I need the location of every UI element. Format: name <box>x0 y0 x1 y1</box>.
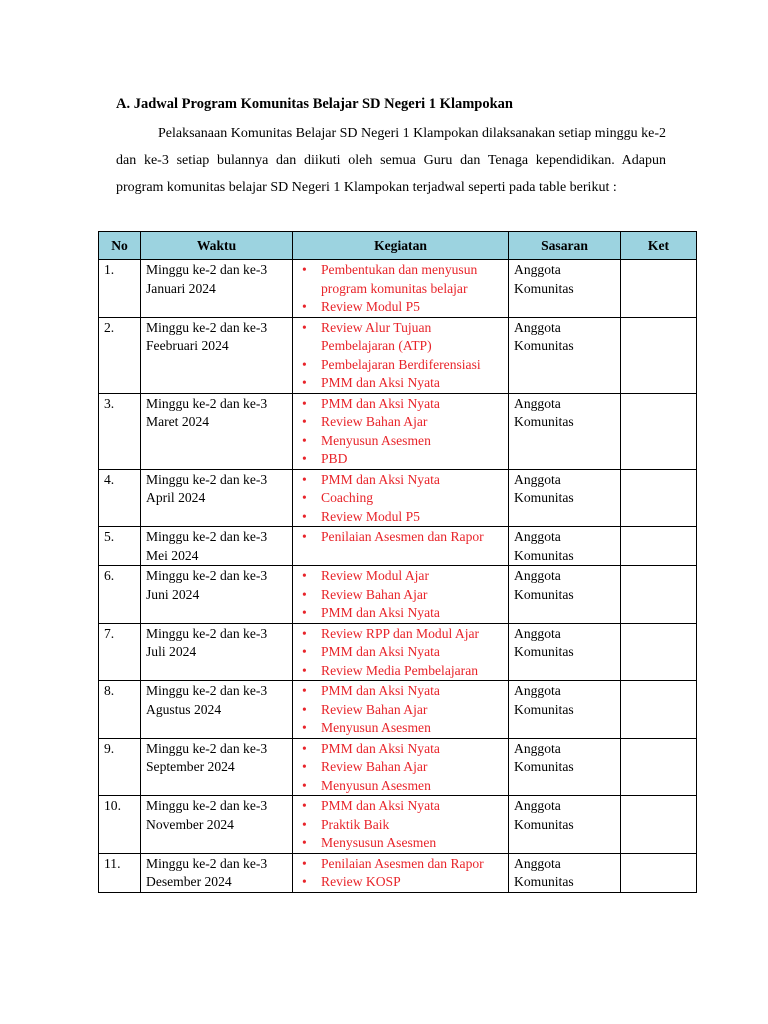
cell-waktu: Minggu ke-2 dan ke-3 Januari 2024 <box>141 260 293 318</box>
cell-waktu: Minggu ke-2 dan ke-3 Feebruari 2024 <box>141 317 293 393</box>
activity-item: • Menyusun Asesmen <box>299 719 506 738</box>
header-no: No <box>99 232 141 260</box>
activity-item: • Penilaian Asesmen dan Rapor <box>299 528 506 547</box>
activity-list <box>299 319 506 393</box>
cell-kegiatan <box>293 317 509 393</box>
cell-sasaran: Anggota Komunitas <box>509 393 621 469</box>
activity-list <box>299 682 506 738</box>
table-row <box>99 738 697 796</box>
activity-item: • Review KOSP <box>299 873 506 892</box>
cell-kegiatan <box>293 527 509 566</box>
cell-kegiatan <box>293 796 509 854</box>
activity-list <box>299 625 506 681</box>
cell-sasaran: Anggota Komunitas <box>509 566 621 624</box>
cell-no: 10. <box>99 796 141 854</box>
activity-item: • Review Bahan Ajar <box>299 701 506 720</box>
cell-no: 4. <box>99 469 141 527</box>
cell-waktu: Minggu ke-2 dan ke-3 Maret 2024 <box>141 393 293 469</box>
activity-item: • PMM dan Aksi Nyata <box>299 604 506 623</box>
cell-no: 7. <box>99 623 141 681</box>
activity-item: • Review Modul Ajar <box>299 567 506 586</box>
activity-list <box>299 567 506 623</box>
cell-no: 5. <box>99 527 141 566</box>
table-row <box>99 566 697 624</box>
table-body <box>99 260 697 893</box>
activity-item: • PMM dan Aksi Nyata <box>299 740 506 759</box>
activity-item: • Praktik Baik <box>299 816 506 835</box>
table-row <box>99 393 697 469</box>
cell-waktu: Minggu ke-2 dan ke-3 Mei 2024 <box>141 527 293 566</box>
activity-item: • PBD <box>299 450 506 469</box>
header-ket: Ket <box>621 232 697 260</box>
activity-item: • PMM dan Aksi Nyata <box>299 682 506 701</box>
cell-ket <box>621 317 697 393</box>
cell-sasaran: Anggota Komunitas <box>509 527 621 566</box>
header-kegiatan: Kegiatan <box>293 232 509 260</box>
cell-no: 8. <box>99 681 141 739</box>
activity-item: • Review Modul P5 <box>299 298 506 317</box>
cell-ket <box>621 681 697 739</box>
activity-item: • Coaching <box>299 489 506 508</box>
cell-sasaran: Anggota Komunitas <box>509 796 621 854</box>
table-row <box>99 796 697 854</box>
activity-item: • Review Alur Tujuan Pembelajaran (ATP) <box>299 319 506 356</box>
cell-sasaran: Anggota Komunitas <box>509 681 621 739</box>
cell-sasaran: Anggota Komunitas <box>509 738 621 796</box>
activity-item: • Review Bahan Ajar <box>299 758 506 777</box>
activity-item: • PMM dan Aksi Nyata <box>299 395 506 414</box>
table-row <box>99 527 697 566</box>
cell-sasaran: Anggota Komunitas <box>509 623 621 681</box>
activity-list <box>299 261 506 317</box>
table-row <box>99 623 697 681</box>
table-row <box>99 317 697 393</box>
activity-item: • PMM dan Aksi Nyata <box>299 374 506 393</box>
cell-no: 9. <box>99 738 141 796</box>
cell-ket <box>621 738 697 796</box>
header-sasaran: Sasaran <box>509 232 621 260</box>
cell-ket <box>621 393 697 469</box>
cell-ket <box>621 566 697 624</box>
activity-item: • Pembentukan dan menyusun program komunitas belajar <box>299 261 506 298</box>
activity-item: • Review Modul P5 <box>299 508 506 527</box>
activity-list <box>299 740 506 796</box>
activity-list <box>299 471 506 527</box>
cell-sasaran: Anggota Komunitas <box>509 853 621 892</box>
activity-item: • Pembelajaran Berdiferensiasi <box>299 356 506 375</box>
cell-no: 11. <box>99 853 141 892</box>
cell-kegiatan <box>293 623 509 681</box>
intro-paragraph-text: Pelaksanaan Komunitas Belajar SD Negeri 1 Klampokan dilaksanakan setiap minggu ke-2 dan ke-3 setiap bulannya dan diikuti oleh semua Guru dan Tenaga kependidikan. Adapun program komunitas belajar SD Negeri 1 Klampokan terjadwal seperti pada table berikut : <box>116 126 666 195</box>
cell-sasaran: Anggota Komunitas <box>509 260 621 318</box>
cell-kegiatan <box>293 469 509 527</box>
cell-no: 2. <box>99 317 141 393</box>
activity-item: • Menysusun Asesmen <box>299 834 506 853</box>
cell-waktu: Minggu ke-2 dan ke-3 Agustus 2024 <box>141 681 293 739</box>
activity-item: • PMM dan Aksi Nyata <box>299 471 506 490</box>
activity-item: • Menyusun Asesmen <box>299 777 506 796</box>
cell-kegiatan <box>293 853 509 892</box>
activity-item: • Review Media Pembelajaran <box>299 662 506 681</box>
cell-ket <box>621 260 697 318</box>
activity-item: • Penilaian Asesmen dan Rapor <box>299 855 506 874</box>
table-row <box>99 853 697 892</box>
cell-ket <box>621 469 697 527</box>
section-heading: A. Jadwal Program Komunitas Belajar SD Negeri 1 Klampokan <box>116 96 514 112</box>
cell-no: 6. <box>99 566 141 624</box>
activity-list <box>299 395 506 469</box>
activity-list <box>299 855 506 892</box>
table-row <box>99 469 697 527</box>
activity-list <box>299 797 506 853</box>
activity-item: • Review RPP dan Modul Ajar <box>299 625 506 644</box>
cell-ket <box>621 796 697 854</box>
cell-waktu: Minggu ke-2 dan ke-3 November 2024 <box>141 796 293 854</box>
header-waktu: Waktu <box>141 232 293 260</box>
activity-list <box>299 528 506 547</box>
cell-sasaran: Anggota Komunitas <box>509 317 621 393</box>
activity-item: • PMM dan Aksi Nyata <box>299 797 506 816</box>
cell-kegiatan <box>293 738 509 796</box>
cell-waktu: Minggu ke-2 dan ke-3 Desember 2024 <box>141 853 293 892</box>
cell-no: 1. <box>99 260 141 318</box>
schedule-table <box>98 231 697 893</box>
cell-no: 3. <box>99 393 141 469</box>
cell-waktu: Minggu ke-2 dan ke-3 September 2024 <box>141 738 293 796</box>
activity-item: • PMM dan Aksi Nyata <box>299 643 506 662</box>
cell-kegiatan <box>293 681 509 739</box>
activity-item: • Menyusun Asesmen <box>299 432 506 451</box>
cell-waktu: Minggu ke-2 dan ke-3 Juni 2024 <box>141 566 293 624</box>
cell-ket <box>621 853 697 892</box>
cell-ket <box>621 527 697 566</box>
cell-kegiatan <box>293 566 509 624</box>
cell-waktu: Minggu ke-2 dan ke-3 April 2024 <box>141 469 293 527</box>
cell-waktu: Minggu ke-2 dan ke-3 Juli 2024 <box>141 623 293 681</box>
cell-kegiatan <box>293 393 509 469</box>
intro-paragraph <box>116 120 666 201</box>
cell-kegiatan <box>293 260 509 318</box>
cell-sasaran: Anggota Komunitas <box>509 469 621 527</box>
cell-ket <box>621 623 697 681</box>
table-row <box>99 681 697 739</box>
activity-item: • Review Bahan Ajar <box>299 413 506 432</box>
table-header-row <box>99 232 697 260</box>
table-row <box>99 260 697 318</box>
activity-item: • Review Bahan Ajar <box>299 586 506 605</box>
